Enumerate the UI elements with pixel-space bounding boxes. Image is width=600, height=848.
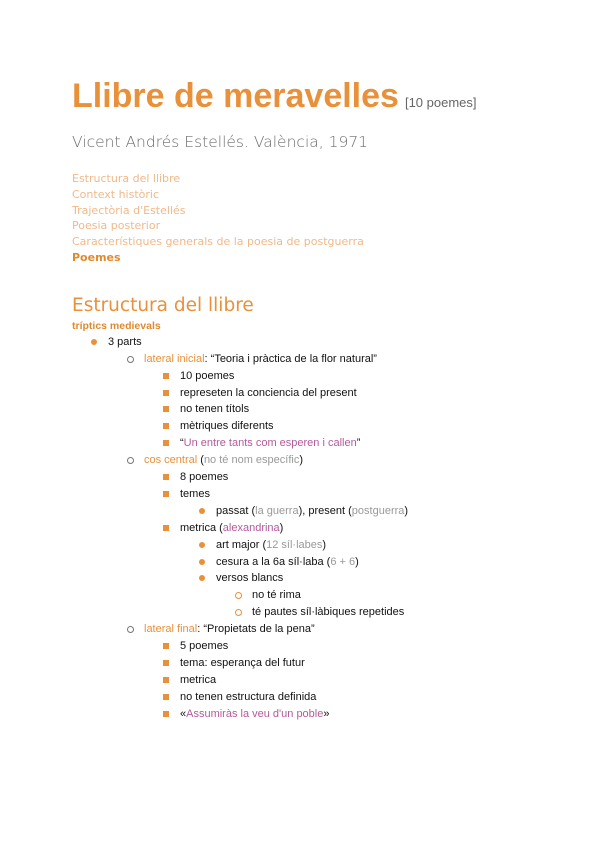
- toc-link-context[interactable]: Context històric: [72, 187, 160, 201]
- list-item: metrica (alexandrina) art major (12 síl·labes) cesura a la 6a síl·laba (6 + 6) versos blancs no té rima té pautes síl·làbiques repetides: [144, 520, 572, 621]
- part-label: cos central: [144, 454, 198, 467]
- bullet-icon: [163, 440, 169, 446]
- title-line: [72, 70, 572, 129]
- bullet-icon: [163, 525, 169, 531]
- list-item: versos blancs no té rima té pautes síl·làbiques repetides: [180, 570, 572, 621]
- bullet-icon: [163, 373, 169, 379]
- part-label: lateral final: [144, 623, 198, 636]
- bullet-icon: [235, 609, 242, 616]
- list-item: tema: esperança del futur: [144, 655, 572, 672]
- bullet-icon: [163, 406, 169, 412]
- list-item: 5 poemes: [144, 638, 572, 655]
- list-item: “Un entre tants com esperen i callen”: [144, 435, 572, 452]
- list-item: «Assumiràs la veu d'un poble»: [144, 706, 572, 723]
- document-page: [72, 70, 572, 723]
- bullet-icon: [235, 592, 242, 599]
- bullet-icon: [163, 677, 169, 683]
- bullet-icon: [127, 626, 134, 633]
- list-item: temes passat (la guerra), present (postguerra): [144, 486, 572, 520]
- poem-quote: Assumiràs la veu d'un poble: [186, 707, 324, 720]
- bullet-icon: [91, 339, 97, 345]
- list-item: art major (12 síl·labes): [180, 537, 572, 554]
- bullet-icon: [199, 559, 205, 565]
- bullet-icon: [163, 491, 169, 497]
- bullet-icon: [163, 423, 169, 429]
- part-title: “Teoria i pràctica de la flor natural”: [210, 352, 377, 365]
- list-item: 10 poemes: [144, 368, 572, 385]
- outline-list: [72, 334, 572, 723]
- list-item: cesura a la 6a síl·laba (6 + 6): [180, 554, 572, 571]
- section-subheading: tríptics medievals: [72, 319, 161, 332]
- document-title: Llibre de meravelles: [72, 77, 399, 115]
- bullet-icon: [127, 457, 134, 464]
- list-item: lateral final: “Propietats de la pena” 5 poemes tema: esperança del futur metrica no tenen estructura definida «Assumiràs la veu d'un poble»: [108, 621, 572, 722]
- part-label: lateral inicial: [144, 352, 205, 365]
- toc-link-poemes[interactable]: Poemes: [72, 250, 121, 264]
- list-item: represeten la conciencia del present: [144, 385, 572, 402]
- list-item: cos central (no té nom específic) 8 poemes temes passat (la guerra), present (postguerra) metrica (alexandrina) art major (12 síl·labes) cesura a la 6a síl·laba (6 + 6) versos blancs no té rima té pautes síl·làbiques repetides: [108, 452, 572, 621]
- list-item: 8 poemes: [144, 469, 572, 486]
- title-tag: [10 poemes]: [404, 95, 477, 110]
- list-item: no té rima: [216, 587, 572, 604]
- part-title: “Propietats de la pena”: [203, 623, 315, 636]
- section-heading: Estructura del llibre: [72, 294, 254, 316]
- list-item: lateral inicial: “Teoria i pràctica de la flor natural” 10 poemes represeten la conciencia del present no tenen títols mètriques diferents “Un entre tants com esperen i callen”: [108, 351, 572, 452]
- bullet-icon: [163, 390, 169, 396]
- list-item: metrica: [144, 672, 572, 689]
- bullet-icon: [163, 643, 169, 649]
- list-item: no tenen estructura definida: [144, 689, 572, 706]
- bullet-icon: [199, 575, 205, 581]
- list-item: té pautes síl·làbiques repetides: [216, 604, 572, 621]
- toc-link-poesia-posterior[interactable]: Poesia posterior: [72, 219, 161, 233]
- poem-quote: Un entre tants com esperen i callen: [183, 437, 357, 450]
- bullet-icon: [199, 542, 205, 548]
- list-item: no tenen títols: [144, 401, 572, 418]
- toc-link-caracteristiques[interactable]: Característiques generals de la poesia de postguerra: [72, 235, 364, 249]
- bullet-icon: [199, 508, 205, 514]
- table-of-contents: [72, 171, 572, 266]
- bullet-icon: [163, 694, 169, 700]
- bullet-icon: [163, 711, 169, 717]
- list-item: 3 parts lateral inicial: “Teoria i pràctica de la flor natural” 10 poemes represeten la conciencia del present no tenen títols mètriques diferents “Un entre tants com esperen i callen” cos central (no té nom específic) 8 poemes temes passat (la guerra), present (postguerra) metrica (alexandrina) art major (12 síl·labes) cesura a la 6a síl·laba (6 + 6) versos blancs no té rima té pautes síl·làbiques repetides lateral final: “Propietats de la pena” 5 poemes tema: esperança del futur metrica no tenen estructura definida «Assumiràs la veu d'un poble»: [72, 334, 572, 723]
- toc-link-trajectoria[interactable]: Trajectòria d'Estellés: [72, 203, 186, 217]
- bullet-icon: [127, 356, 134, 363]
- bullet-icon: [163, 660, 169, 666]
- document-subtitle: Vicent Andrés Estellés. València, 1971: [72, 133, 369, 151]
- bullet-icon: [163, 474, 169, 480]
- toc-link-estructura[interactable]: Estructura del llibre: [72, 172, 181, 185]
- list-item: mètriques diferents: [144, 418, 572, 435]
- list-item: passat (la guerra), present (postguerra): [180, 503, 572, 520]
